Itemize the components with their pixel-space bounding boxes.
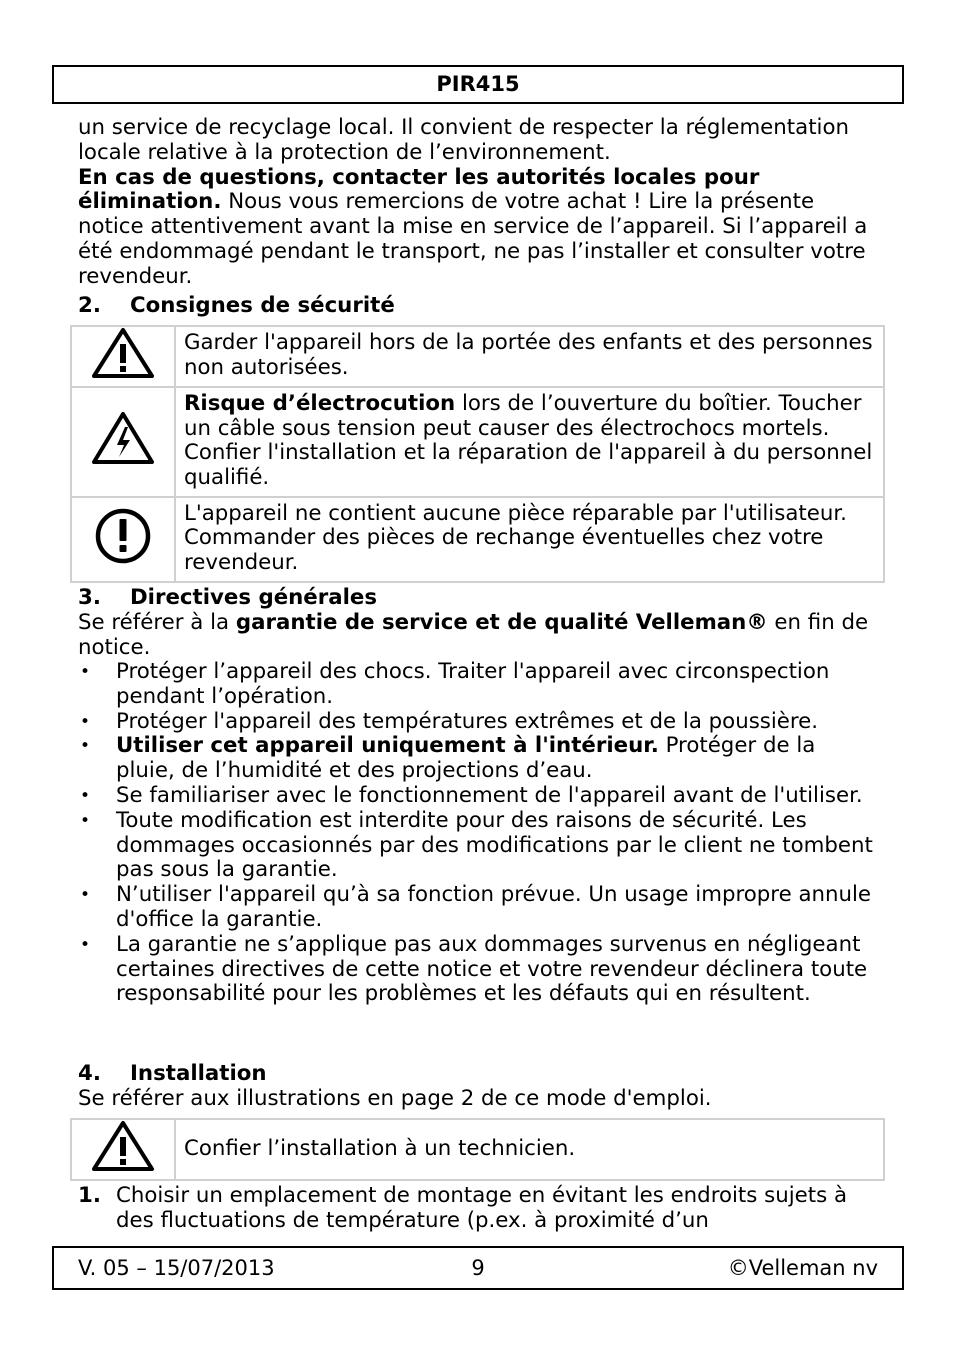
safety-row	[71, 1119, 884, 1180]
list-item	[78, 1184, 878, 1234]
list-item-bold: Utiliser cet appareil uniquement à l'intérieur.	[116, 733, 659, 759]
section-3-intro	[78, 611, 878, 661]
warning-triangle-icon	[71, 1119, 175, 1180]
page-number: 9	[471, 1256, 485, 1280]
guidelines-list	[78, 660, 878, 1007]
exclamation-circle-icon	[71, 497, 175, 582]
safety-table	[70, 325, 885, 583]
list-item	[78, 784, 878, 809]
section-title: Consignes de sécurité	[130, 293, 395, 318]
intro-bold-text: En cas de questions, contacter les autorités locales pour élimination.	[78, 164, 760, 215]
list-item	[78, 734, 878, 784]
safety-text: L'appareil ne contient aucune pièce réparable par l'utilisateur. Commander des pièces de rechange éventuelles chez votre revendeur.	[175, 497, 884, 582]
intro-post-text: en fin de notice.	[78, 610, 869, 660]
safety-rest-text: lors de l’ouverture du boîtier. Toucher un câble sous tension peut causer des électrochocs mortels. Confier l'installation et la réparation de l'appareil à du personnel qualifié.	[184, 390, 873, 491]
intro-paragraph	[78, 116, 878, 290]
section-3-heading	[78, 586, 377, 611]
page-header	[52, 65, 904, 104]
list-item	[78, 809, 878, 883]
list-item	[78, 933, 878, 1007]
intro-bold-text: garantie de service et de qualité Velleman®	[235, 610, 768, 635]
safety-text: Garder l'appareil hors de la portée des enfants et des personnes non autorisées.	[175, 326, 884, 387]
page-footer	[52, 1246, 904, 1290]
safety-row	[71, 497, 884, 582]
section-4-intro: Se référer aux illustrations en page 2 de ce mode d'emploi.	[78, 1086, 712, 1111]
safety-text	[175, 387, 884, 497]
list-item-text: Protéger l'appareil des températures extrêmes et de la poussière.	[116, 708, 819, 734]
section-number: 4.	[78, 1061, 101, 1086]
section-title: Installation	[130, 1061, 267, 1086]
list-item	[78, 710, 878, 735]
intro-text: un service de recyclage local. Il convient de respecter la réglementation locale relative à la protection de l’environnement.	[78, 115, 849, 165]
safety-row	[71, 387, 884, 497]
list-item	[78, 660, 878, 710]
section-4-heading	[78, 1062, 267, 1087]
list-item-text: La garantie ne s’applique pas aux dommages survenus en négligeant certaines directives de cette notice et votre revendeur déclinera toute responsabilité pour les problèmes et les défauts qui en résultent.	[116, 931, 868, 1007]
section-number: 2.	[78, 293, 101, 318]
intro-rest-text: Nous vous remercions de votre achat ! Lire la présente notice attentivement avant la mise en service de l’appareil. Si l’appareil a été endommagé pendant le transport, ne pas l’installer et consulter votre revendeur.	[78, 189, 868, 289]
list-item-text: Toute modification est interdite pour des raisons de sécurité. Les dommages occasionnés par des modifications par le client ne tombent pas sous la garantie.	[116, 807, 873, 883]
copyright: ©Velleman nv	[727, 1256, 878, 1280]
intro-pre-text: Se référer à la	[78, 610, 236, 635]
version-date: V. 05 – 15/07/2013	[78, 1256, 275, 1280]
step-number: 1.	[78, 1183, 101, 1208]
list-item-text: Protéger de la pluie, de l’humidité et des projections d’eau.	[116, 733, 816, 784]
section-title: Directives générales	[130, 585, 378, 610]
section-2-heading	[78, 294, 395, 319]
list-item-text: Protéger l’appareil des chocs. Traiter l'appareil avec circonspection pendant l’opération.	[116, 659, 830, 709]
list-item-text: N’utiliser l'appareil qu’à sa fonction prévue. Un usage impropre annule d'office la garantie.	[116, 882, 872, 932]
list-item-text: Se familiariser avec le fonctionnement de l'appareil avant de l'utiliser.	[116, 782, 863, 808]
installation-steps	[78, 1184, 878, 1234]
section-number: 3.	[78, 585, 101, 610]
safety-bold-text: Risque d’électrocution	[184, 390, 456, 416]
step-text: Choisir un emplacement de montage en évitant les endroits sujets à des fluctuations de température (p.ex. à proximité d’un	[116, 1183, 848, 1233]
document-title: PIR415	[436, 72, 520, 96]
warning-triangle-icon	[71, 326, 175, 387]
electric-shock-triangle-icon	[71, 387, 175, 497]
installation-warning-table	[70, 1118, 885, 1181]
warning-text: Confier l’installation à un technicien.	[175, 1119, 884, 1180]
safety-row	[71, 326, 884, 387]
list-item	[78, 883, 878, 933]
